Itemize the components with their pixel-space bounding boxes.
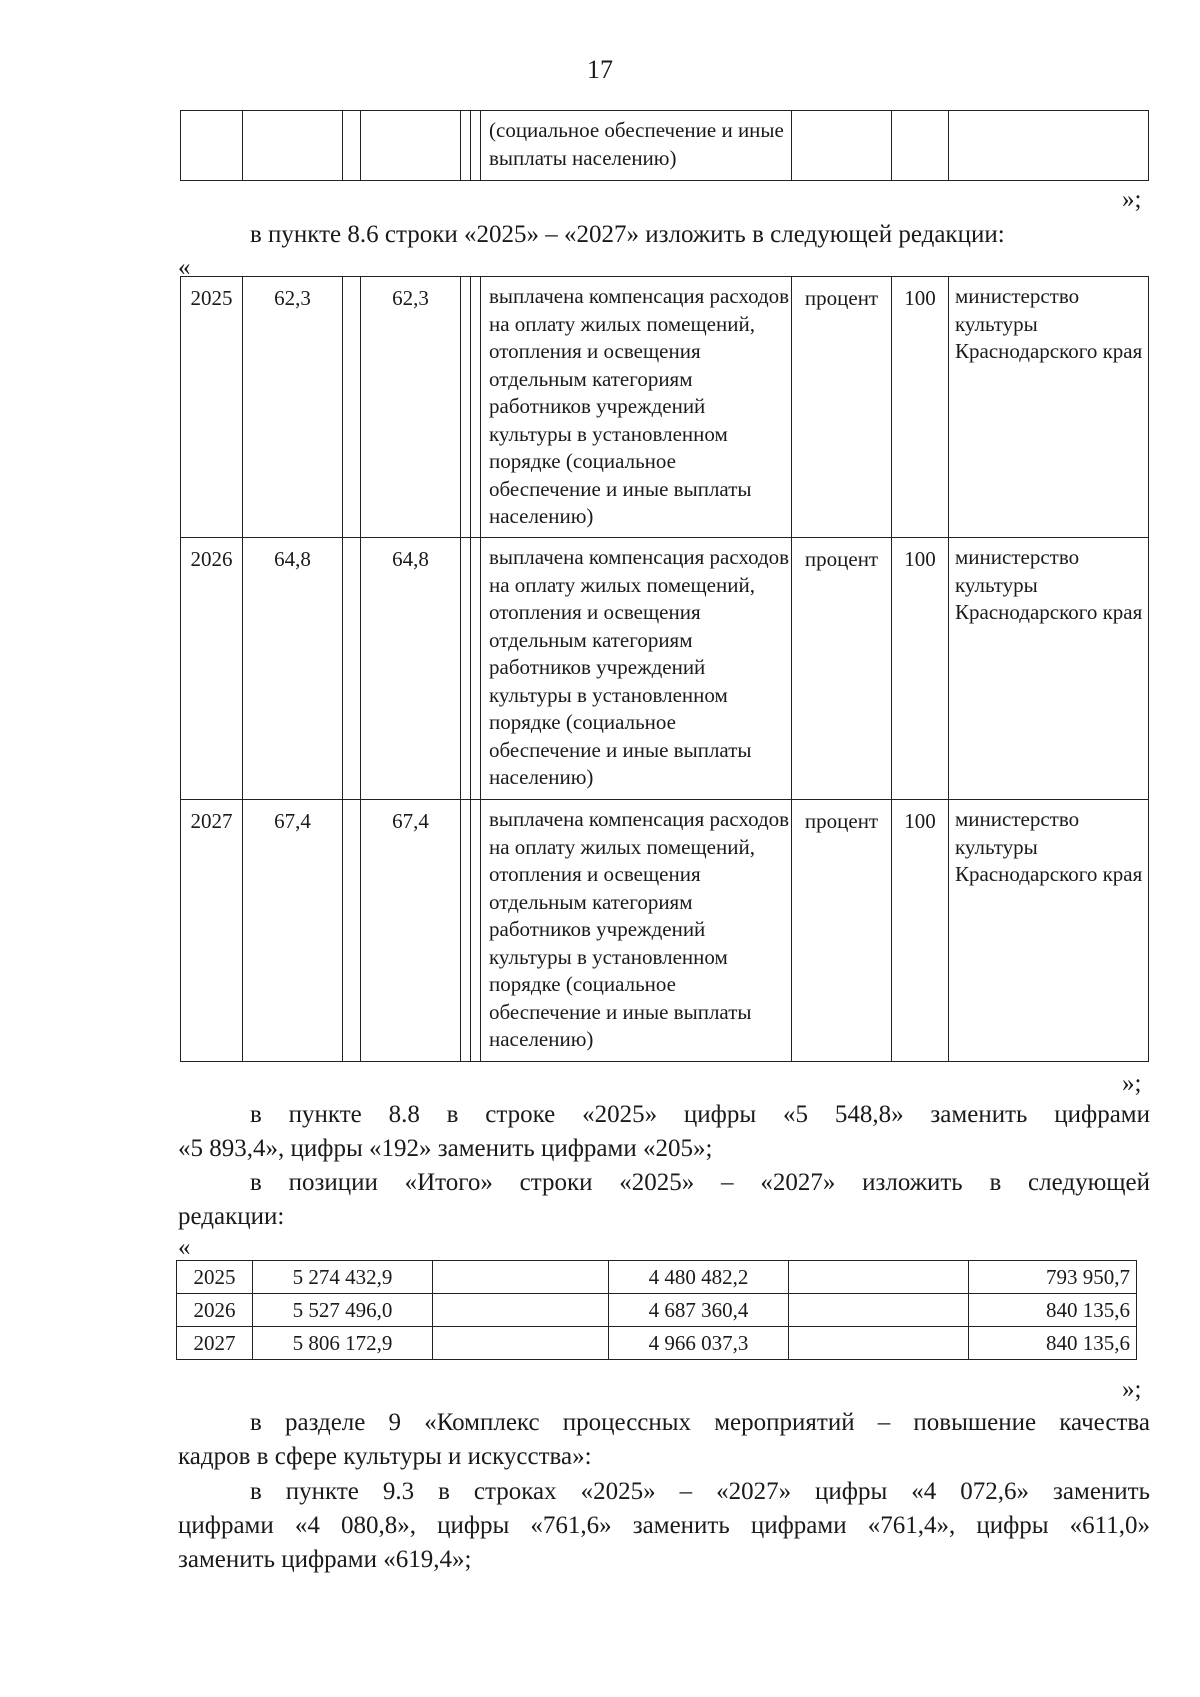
cell-value: 100 — [892, 538, 949, 800]
paragraph-8-6: в пункте 8.6 строки «2025» – «2027» изложить в следующей редакции: — [250, 221, 1005, 248]
cell-value: 100 — [892, 800, 949, 1062]
paragraph-section-9-line2: кадров в сфере культуры и искусства»: — [178, 1443, 592, 1470]
table-row — [177, 1327, 1137, 1360]
paragraph-8-8-line1: в пункте 8.8 в строке «2025» цифры «5 548,8» заменить цифрами — [250, 1101, 1150, 1128]
cell-unit: процент — [792, 538, 892, 800]
totals-total: 5 274 432,9 — [253, 1261, 433, 1294]
cell-result: выплачена компенсация расходов на оплату жилых помещений, отопления и освещения отдельным категориям работников учреждений культуры в установленном порядке (социальное обеспечение и иные выплаты населению) — [481, 538, 792, 800]
cell-regional: 67,4 — [361, 800, 461, 1062]
totals-year: 2027 — [177, 1327, 253, 1360]
closing-quote-3: »; — [1122, 1376, 1142, 1403]
closing-quote-2: »; — [1122, 1070, 1142, 1097]
cell-result: выплачена компенсация расходов на оплату жилых помещений, отопления и освещения отдельным категориям работников учреждений культуры в установленном порядке (социальное обеспечение и иные выплаты населению) — [481, 277, 792, 538]
opening-quote-2: « — [178, 1234, 191, 1261]
totals-local — [789, 1294, 969, 1327]
table-row — [181, 277, 1149, 538]
cell-year: 2027 — [181, 800, 243, 1062]
totals-regional: 4 480 482,2 — [609, 1261, 789, 1294]
closing-quote-1: »; — [1122, 186, 1142, 213]
totals-other: 840 135,6 — [969, 1327, 1137, 1360]
totals-regional: 4 966 037,3 — [609, 1327, 789, 1360]
cell-result: выплачена компенсация расходов на оплату жилых помещений, отопления и освещения отдельным категориям работников учреждений культуры в установленном порядке (социальное обеспечение и иные выплаты населению) — [481, 800, 792, 1062]
paragraph-section-9-line1: в разделе 9 «Комплекс процессных мероприятий – повышение качества — [250, 1409, 1150, 1436]
cell-executor: министерство культуры Краснодарского края — [949, 538, 1149, 800]
table-row — [181, 111, 1149, 181]
cell-value: 100 — [892, 277, 949, 538]
totals-year: 2025 — [177, 1261, 253, 1294]
paragraph-9-3-line3: заменить цифрами «619,4»; — [178, 1546, 472, 1573]
cell-total: 67,4 — [243, 800, 343, 1062]
page-number: 17 — [587, 55, 613, 84]
table-row — [177, 1294, 1137, 1327]
cell-executor: министерство культуры Краснодарского края — [949, 800, 1149, 1062]
table-row — [181, 538, 1149, 800]
totals-local — [789, 1327, 969, 1360]
cell-total: 64,8 — [243, 538, 343, 800]
totals-total: 5 806 172,9 — [253, 1327, 433, 1360]
paragraph-9-3-line1: в пункте 9.3 в строках «2025» – «2027» цифры «4 072,6» заменить — [250, 1478, 1150, 1505]
totals-regional: 4 687 360,4 — [609, 1294, 789, 1327]
paragraph-9-3-line2: цифрами «4 080,8», цифры «761,6» заменить цифрами «761,4», цифры «611,0» — [178, 1512, 1150, 1539]
top-fragment-table — [180, 110, 1149, 181]
totals-federal — [433, 1261, 609, 1294]
opening-quote-1: « — [178, 254, 191, 281]
cell-year: 2025 — [181, 277, 243, 538]
cell-regional: 64,8 — [361, 538, 461, 800]
totals-federal — [433, 1327, 609, 1360]
cell-executor: министерство культуры Краснодарского края — [949, 277, 1149, 538]
totals-other: 793 950,7 — [969, 1261, 1137, 1294]
cell-year: 2026 — [181, 538, 243, 800]
cell-regional: 62,3 — [361, 277, 461, 538]
totals-other: 840 135,6 — [969, 1294, 1137, 1327]
table-row — [181, 800, 1149, 1062]
top-fragment-text: (социальное обеспечение и иные выплаты населению) — [481, 111, 792, 181]
totals-local — [789, 1261, 969, 1294]
cell-unit: процент — [792, 800, 892, 1062]
cell-total: 62,3 — [243, 277, 343, 538]
totals-table — [176, 1260, 1137, 1360]
totals-total: 5 527 496,0 — [253, 1294, 433, 1327]
totals-year: 2026 — [177, 1294, 253, 1327]
paragraph-8-8-line2: «5 893,4», цифры «192» заменить цифрами «205»; — [178, 1135, 713, 1162]
table-row — [177, 1261, 1137, 1294]
totals-federal — [433, 1294, 609, 1327]
paragraph-itogo-line1: в позиции «Итого» строки «2025» – «2027» изложить в следующей — [250, 1169, 1150, 1196]
cell-unit: процент — [792, 277, 892, 538]
paragraph-itogo-line2: редакции: — [178, 1203, 285, 1230]
measures-table — [180, 276, 1149, 1062]
